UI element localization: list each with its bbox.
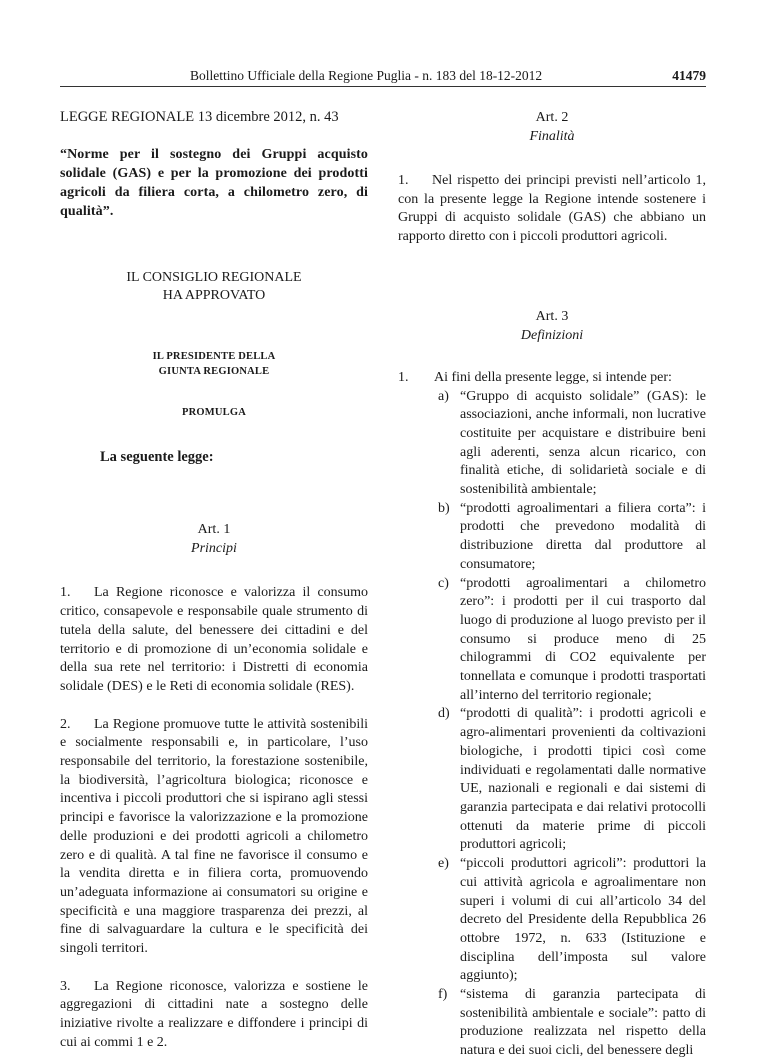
list-item: b) “prodotti agroalimentari a filiera corta”: i prodotti che prevedono modalità di distribuzione diretta dal produttore al consumatore; — [438, 500, 706, 572]
bulletin-title: Bollettino Ufficiale della Regione Puglia - n. 183 del 18-12-2012 — [190, 68, 543, 83]
article-1-title: Art. 1 — [197, 522, 231, 538]
article-1-subtitle: Principi — [191, 541, 237, 557]
law-subject: “Norme per il sostegno dei Gruppi acquisto solidale (GAS) e per la promozione dei prodotti agricoli da filiera corta, a chilometro zero, di qualità”. — [60, 146, 368, 219]
article-2-heading — [398, 108, 706, 146]
promulga-label: PROMULGA — [181, 406, 246, 418]
article-1-paragraph-2: 2. La Regione promuove tutte le attività sostenibili e socialmente responsabili e, in particolare, l’uso responsabile del territorio, la forestazione sostenibile, la biodiversità, l’agricoltura biologica; riconosce e incentiva i piccoli produttori che si ispirano agli stessi principi e favorisce la valorizzazione e la promozione delle produzioni e dei prodotti agricoli a chilometro zero e di qualità. A tal fine ne favorisce il consumo e la vendita diretta e in filiera corta, promuovendo un’adeguata informazione ai consumatori su origine e specificità e una maggiore trasparenza dei prezzi, al fine di salvaguardare la cultura e le specificità dei singoli territori. — [60, 716, 368, 957]
council-line-2: HA APPROVATO — [162, 287, 266, 303]
list-item: a) “Gruppo di acquisto solidale” (GAS): le associazioni, anche informali, non lucrative costituite per acquistare e distribuire beni agli aderenti, senza alcun ricarico, con finalità etiche, di solidarietà sociale e di sostenibilità ambientale; — [438, 388, 706, 498]
president-line-1: IL PRESIDENTE DELLA — [152, 350, 276, 362]
article-3-title: Art. 3 — [535, 308, 569, 324]
article-2-subtitle: Finalità — [529, 129, 575, 144]
page-number: 41479 — [672, 68, 706, 83]
right-column — [398, 108, 706, 1061]
council-approval — [60, 269, 368, 305]
president-block — [60, 349, 368, 379]
definitions-list — [398, 388, 706, 1061]
list-item: d) “prodotti di qualità”: i prodotti agricoli e agro-alimentari provenienti da coltivazioni biologiche, i prodotti tipici così come individuati e regolamentati dalle normative UE, nazionali e regionali e dai sistemi di garanzia partecipata e dai relativi protocolli ottenuti da materie prime di piccoli produttori agricoli; — [438, 706, 706, 853]
article-2-paragraph-1: 1. Nel rispetto dei principi previsti nell’articolo 1, con la presente legge la Regione intende sostenere i Gruppi di acquisto solidale (GAS) che abbiano un rapporto diretto con i piccoli produttori agricoli. — [398, 173, 706, 245]
following-law-label: La seguente legge: — [100, 448, 214, 465]
article-1-heading — [60, 520, 368, 558]
article-1-paragraph-1: 1. La Regione riconosce e valorizza il consumo critico, consapevole e responsabile quale strumento di tutela della salute, del benessere dei cittadini e del territorio e di promozione di un’economia solidale e della sua rete nel territorio: i Distretti di economia solidale (DES) e le Reti di economia solidale (RES). — [60, 585, 368, 694]
article-3-heading — [398, 307, 706, 345]
law-title: LEGGE REGIONALE 13 dicembre 2012, n. 43 — [60, 109, 339, 125]
article-1-paragraph-3: 3. La Regione riconosce, valorizza e sostiene le aggregazioni di cittadini nate a sostegno delle iniziative rivolte a realizzare e diffondere i principi di cui ai commi 1 e 2. — [60, 978, 368, 1050]
article-3-paragraph-1: 1. Ai fini della presente legge, si intende per: — [398, 369, 672, 385]
council-line-1: IL CONSIGLIO REGIONALE — [126, 269, 302, 285]
article-2-title: Art. 2 — [535, 110, 569, 125]
page-header — [60, 56, 706, 87]
list-item: f) “sistema di garanzia partecipata di sostenibilità ambientale e sociale”: patto di produzione realizzata nel rispetto della natura e dei suoi cicli, del benessere degli — [438, 987, 706, 1059]
list-item: c) “prodotti agroalimentari a chilometro zero”: i prodotti per il cui trasporto dal luogo di produzione al luogo previsto per il consumo si produce meno di 25 chilogrammi di CO2 equivalente per tonnellata e comunque i prodotti trasportati all’interno del territorio regionale; — [438, 575, 706, 703]
president-line-2: GIUNTA REGIONALE — [158, 365, 270, 377]
left-column — [60, 108, 368, 1053]
list-item: e) “piccoli produttori agricoli”: produttori la cui attività agricola e agroalimentare non superi i volumi di cui all’articolo 34 del decreto del Presidente della Repubblica 26 ottobre 1972, n. 633 (Istituzione e disciplina dell’imposta sul valore aggiunto); — [438, 856, 706, 984]
article-3-subtitle: Definizioni — [520, 327, 584, 343]
